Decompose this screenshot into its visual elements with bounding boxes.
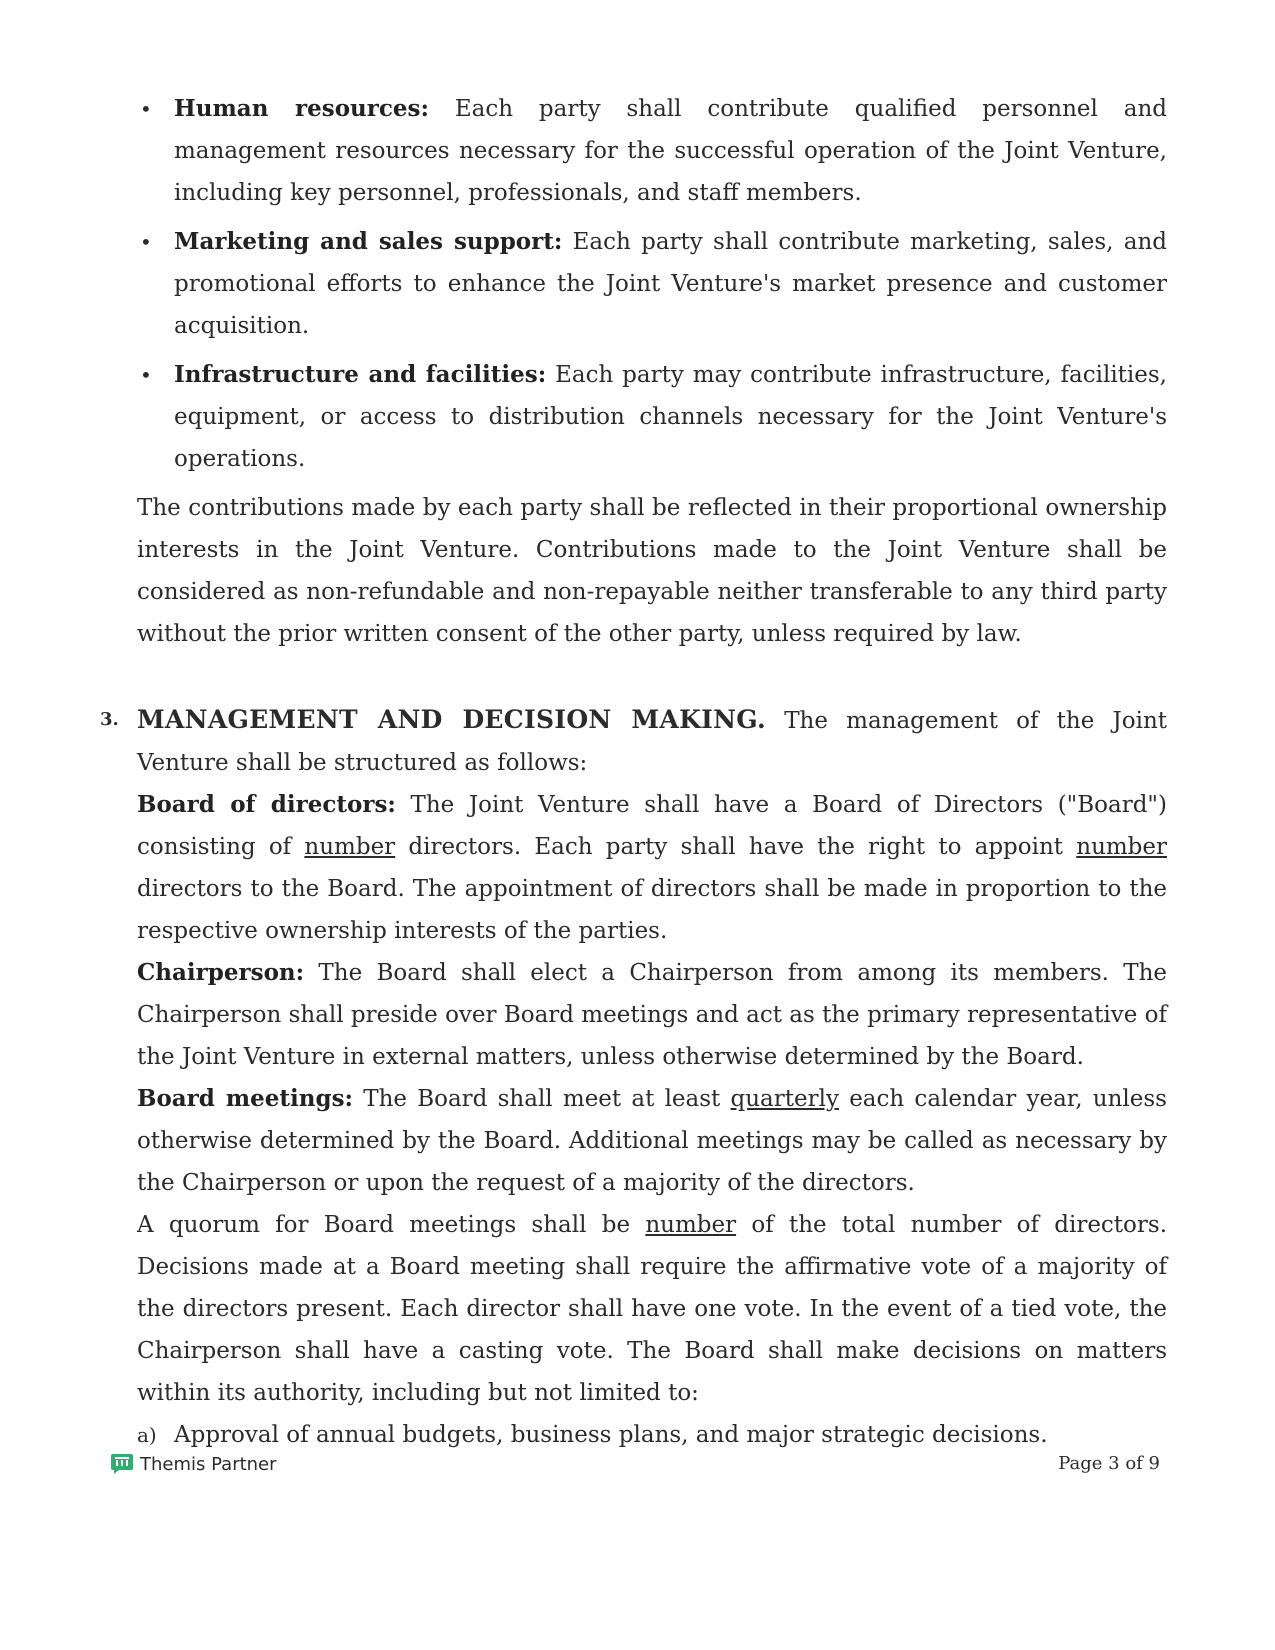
themis-logo-icon — [110, 1453, 134, 1475]
board-title: Board of directors: — [137, 791, 396, 818]
bullet-text: Each party may contribute infrastructure, facilities, equipment, or access to distribution channels necessary for the Joint Venture's operations. — [174, 362, 1167, 472]
document-body — [100, 88, 1168, 1456]
quorum-text: A quorum for Board meetings shall be — [137, 1212, 646, 1238]
meetings-text: each calendar year, unless otherwise determined by the Board. Additional meetings may be called as necessary by the Chairperson or upon the request of a majority of the directors. — [137, 1086, 1167, 1196]
section-intro: The management of the Joint Venture shall be structured as follows: — [137, 708, 1167, 776]
bullet-title: Infrastructure and facilities: — [174, 361, 547, 388]
quorum-text: of the total number of directors. Decisions made at a Board meeting shall require the affirmative vote of a majority of the directors present. Each director shall have one vote. In the event of a tied vote, the Chairperson shall have a casting vote. The Board shall make decisions on matters within its authority, including but not limited to: — [137, 1212, 1168, 1406]
bullet-icon: • — [140, 363, 152, 387]
list-item — [137, 354, 1167, 480]
contributions-paragraph: The contributions made by each party shall be reflected in their proportional ownership interests in the Joint Venture. Contributions made to the Joint Venture shall be considered as non-refundable and non-repayable neither transferable to any third party without the prior written consent of the other party, unless required by law. — [137, 495, 1167, 647]
contribution-list — [137, 88, 1167, 480]
chair-text: The Board shall elect a Chairperson from among its members. The Chairperson shall preside over Board meetings and act as the primary representative of the Joint Venture in external matters, unless otherwise determined by the Board. — [137, 960, 1167, 1070]
bullet-title: Human resources: — [174, 95, 429, 122]
brand-name: Themis Partner — [140, 1453, 277, 1475]
board-of-directors-paragraph — [137, 784, 1167, 952]
bullet-icon: • — [140, 97, 152, 121]
bullet-title: Marketing and sales support: — [174, 228, 563, 255]
board-text: The Joint Venture shall have a Board of Directors ("Board") consisting of — [137, 792, 1167, 860]
blank-field: number — [304, 834, 396, 860]
bullet-text: Each party shall contribute qualified personnel and management resources necessary for the successful operation of the Joint Venture, including key personnel, professionals, and staff members. — [174, 96, 1167, 206]
meetings-text: The Board shall meet at least — [353, 1086, 731, 1112]
chairperson-paragraph — [137, 952, 1167, 1078]
section-number: 3. — [100, 709, 119, 730]
board-meetings-paragraph — [137, 1078, 1167, 1204]
item-text: Approval of annual budgets, business plans, and major strategic decisions. — [174, 1422, 1048, 1448]
meetings-title: Board meetings: — [137, 1085, 354, 1112]
brand — [110, 1453, 277, 1475]
list-item — [137, 88, 1167, 214]
list-item — [137, 1414, 1167, 1456]
bullet-text: Each party shall contribute marketing, sales, and promotional efforts to enhance the Joint Venture's market presence and customer acquisition. — [174, 229, 1167, 339]
list-item — [137, 221, 1167, 347]
bullet-icon: • — [140, 230, 152, 254]
quorum-paragraph — [137, 1204, 1167, 1414]
chair-title: Chairperson: — [137, 959, 305, 986]
board-text: directors. Each party shall have the right to appoint — [395, 834, 1077, 860]
section-heading: MANAGEMENT AND DECISION MAKING. — [137, 705, 767, 734]
blank-field: number — [645, 1212, 737, 1238]
page-number: Page 3 of 9 — [1058, 1453, 1160, 1474]
item-label: a) — [137, 1423, 157, 1447]
page-footer — [110, 1453, 1160, 1483]
section-management — [100, 699, 1168, 1456]
blank-field: quarterly — [730, 1086, 839, 1112]
blank-field: number — [1076, 834, 1168, 860]
board-text: directors to the Board. The appointment of directors shall be made in proportion to the respective ownership interests of the parties. — [137, 876, 1167, 944]
